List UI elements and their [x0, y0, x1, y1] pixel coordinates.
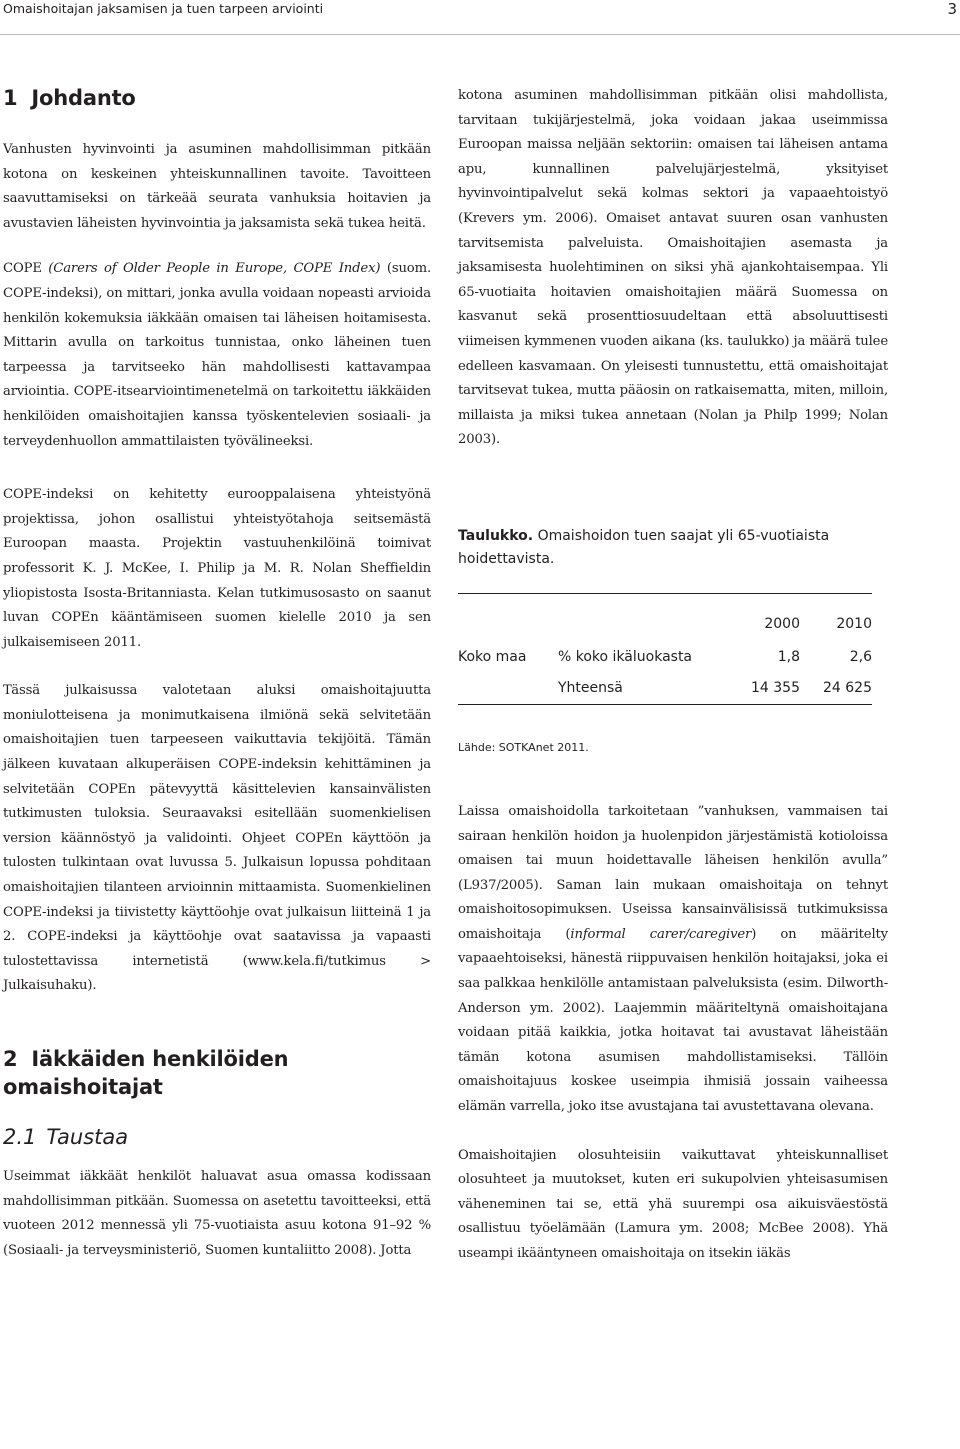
row-label: % koko ikäluokasta — [558, 648, 693, 665]
paragraph: Omaishoitajien olosuhteisiin vaikuttavat yhteiskunnalliset olosuhteet ja muutokset, kuten eri sukupolvien yhteisasumisen väheneminen tai se, että yhä suurempi osa aikuisväestöstä osallistuu työelämään (Lamura ym. 2008; McBee 2008). Yhä useampi ikääntyneen omaishoitaja on itsekin iäkäs — [458, 1147, 888, 1261]
column-header: 2000 — [738, 593, 800, 642]
table-caption-text: Omaishoidon tuen saajat yli 65-vuotiaista hoidettavista. — [458, 527, 830, 567]
subsection-2-1-heading — [3, 1123, 431, 1151]
running-title: Omaishoitajan jaksamisen ja tuen tarpeen arviointi — [3, 1, 324, 16]
table-cell: 2,6 — [849, 648, 872, 665]
table-source: Lähde: SOTKAnet 2011. — [458, 740, 589, 754]
table-caption — [458, 525, 888, 571]
text-run: ) on määritelty vapaaehtoiseksi, hänestä riippuvaisen henkilön hoitajaksi, joka ei saa palkkaa henkilölle antamistaan palveluksista (esim. Dilworth-Anderson ym. 2002). Laajemmin määriteltynä omaishoitajana voidaan pitää kaikkia, jotka hoitavat tai avustavat läheistään tämän kotona asumisen mahdollistamiseksi. Tällöin omaishoitajuus koskee useimpia ihmisiä jossain vaiheessa elämän varrella, joko itse avustajana tai avustettavana olevana. — [458, 926, 888, 1115]
paragraph: Useimmat iäkkäät henkilöt haluavat asua omassa kodissaan mahdollisimman pitkään. Suomessa on asetettu tavoitteeksi, että vuoteen 2012 mennessä yli 75-vuotiaista asuu kotona 91–92 % (Sosiaali- ja terveysministeriö, Suomen kuntaliitto 2008). Jotta — [3, 1169, 431, 1258]
section-number: 2 — [3, 1047, 18, 1071]
row-label: Yhteensä — [558, 672, 738, 705]
section-title: Iäkkäiden henkilöiden omaishoitajat — [3, 1047, 289, 1099]
table-cell: 1,8 — [777, 648, 800, 665]
italic-text: (Carers of Older People in Europe, COPE Index) — [48, 261, 381, 277]
paragraph: COPE-indeksi on kehitetty eurooppalaisena yhteistyönä projektissa, johon osallistui yhteistyötahoja seitsemästä Euroopan maasta. Projektin vastuuhenkilöinä toimivat professorit K. J. McKee, I. Philip ja M. R. Nolan Sheffieldin yliopistosta Isosta-Britanniasta. Kelan tutkimusosasto on saanut luvan COPEn kääntämiseen suomen kielelle 2010 ja sen julkaisemiseen 2011. — [3, 487, 431, 650]
left-column — [3, 84, 431, 1263]
section-2-heading — [3, 1045, 431, 1101]
table-header-row — [458, 593, 872, 642]
paragraph — [458, 800, 888, 1120]
paragraph: kotona asuminen mahdollisimman pitkään olisi mahdollista, tarvitaan tukijärjestelmä, joka voidaan jakaa useimmissa Euroopan maissa neljään sektoriin: omaisen tai läheisen antama apu, kunnallinen palvelujärjestelmä, yksityiset hyvinvointipalvelut sekä kolmas sektori ja vapaaehtoistyö (Krevers ym. 2006). Omaiset antavat suuren osan vanhusten tarvitsemista palveluista. Omaishoitajien asemasta ja jaksamisesta huolehtiminen on siksi yhä ajankohtaisempaa. Yli 65-vuotiaita hoitavien omaishoitajien määrä Suomessa on kasvanut sekä prosenttiosuudeltaan että absoluuttisesti viimeisen kymmenen vuoden aikana (ks. taulukko) ja määrä tulee edelleen kasvamaan. On yleisesti tunnustettu, että omaishoitajat tarvitsevat tukea, mutta pääosin on ratkaisematta, miten, milloin, millaista ja miksi tukea annetaan (Nolan ja Philp 1999; Nolan 2003). — [458, 88, 888, 448]
section-title: Johdanto — [31, 86, 136, 110]
subsection-title: Taustaa — [46, 1125, 129, 1149]
data-table — [458, 593, 872, 705]
table-caption-label: Taulukko. — [458, 527, 534, 544]
table-cell — [558, 593, 738, 642]
table-row — [458, 642, 872, 672]
italic-text: informal carer/caregiver — [570, 926, 752, 942]
section-number: 1 — [3, 86, 18, 110]
text-run: Laissa omaishoidolla tarkoitetaan ”vanhuksen, vammaisen tai sairaan henkilön hoidon ja huolenpidon järjestämistä kotioloissa omaisen tai muun hoidettavalle läheisen henkilön avulla” (L937/2005). Saman lain mukaan omaishoitaja on tehnyt omaishoitosopimuksen. Useissa kansainvälisissä tutkimuksissa omaishoitaja ( — [458, 803, 888, 942]
paragraph: Vanhusten hyvinvointi ja asuminen mahdollisimman pitkään kotona on keskeinen yhteiskunnallinen tavoite. Tavoitteen saavuttamiseksi on tärkeää seurata vanhuksia hoitavien ja avustavien läheisten hyvinvointia ja jaksamista sekä tukea heitä. — [3, 142, 431, 231]
table-cell: 14 355 — [738, 672, 800, 705]
table-block — [458, 525, 888, 754]
table-row — [458, 672, 872, 705]
paragraph: Tässä julkaisussa valotetaan aluksi omaishoitajuutta moniulotteisena ja monimutkaisena ilmiönä sekä selvitetään omaishoitajien tuen tarpeeseen vaikuttavia tekijöitä. Tämän jälkeen kuvataan alkuperäisen COPE-indeksin kehittäminen ja selvitetään COPEn pätevyyttä käsittelevien kansainvälisten tutkimusten tuloksia. Seuraavaksi esitellään suomenkielisen version käännöstyö ja validointi. Ohjeet COPEn käyttöön ja tulosten tulkintaan ovat luvussa 5. Julkaisun lopussa pohditaan omaishoitajien tilanteen arvioinnin mittaamista. Suomenkielinen COPE-indeksi ja tiivistetty käyttöohje ovat julkaisun liitteinä 1 ja 2. COPE-indeksi ja käyttöohje ovat saatavissa ja vapaasti tulostettavissa internetistä (www.kela.fi/tutkimus > Julkaisuhaku). — [3, 683, 431, 994]
paragraph — [3, 257, 431, 454]
text-run: (suom. COPE-indeksi), on mittari, jonka avulla voidaan nopeasti arvioida henkilön kokemuksia iäkkään omaisen tai läheisen hoitamisesta. Mittarin avulla on tarkoitus tunnistaa, onko läheinen tuen tarpeessa ja tarvitseeko hän mahdollisesti kattavampaa arviointia. COPE-itsearviointimenetelmä on tarkoitettu iäkkäiden henkilöiden omaishoitajien kanssa työskentelevien sosiaali- ja terveydenhuollon ammattilaisten työvälineeksi. — [3, 261, 431, 449]
running-header — [3, 0, 957, 18]
row-group — [458, 672, 558, 705]
table-cell: 24 625 — [800, 672, 872, 705]
section-1-heading — [3, 84, 431, 112]
header-rule — [0, 34, 960, 35]
column-header: 2010 — [800, 593, 872, 642]
row-group: Koko maa — [458, 648, 527, 665]
subsection-number: 2.1 — [3, 1125, 37, 1149]
text-run: COPE — [3, 261, 49, 277]
page-number: 3 — [947, 0, 957, 18]
right-column — [458, 84, 888, 1267]
table-cell — [458, 593, 558, 642]
